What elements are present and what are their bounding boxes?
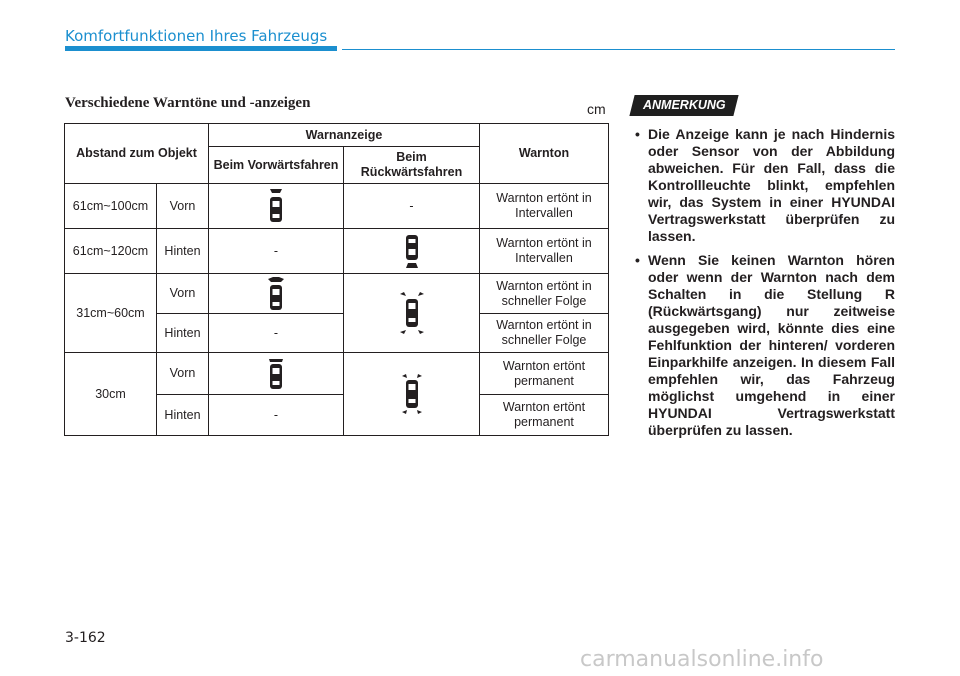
distance-cell: 61cm~100cm	[65, 184, 157, 229]
reverse-indicator-cell	[344, 353, 480, 436]
header-sound: Warnton	[480, 124, 609, 184]
table-row	[65, 184, 609, 229]
reverse-indicator-cell: -	[344, 184, 480, 229]
note-item: • Die Anzeige kann je nach Hindernis oder Sensor von der Abbildung abweichen. Für den Fall, dass die Kontrollleuchte blinkt, empfehlen wir, das System in einer HYUNDAI Vertragswerkstatt überprüfen zu lassen.	[632, 126, 895, 245]
note-label: ANMERKUNG	[629, 95, 738, 116]
reverse-indicator-cell	[344, 229, 480, 274]
sound-cell: Warnton ertönt permanent	[480, 353, 609, 395]
distance-cell: 30cm	[65, 353, 157, 436]
forward-indicator-cell	[209, 353, 344, 395]
note-item: • Wenn Sie keinen Warnton hören oder wenn der Warnton nach dem Schalten in die Stellung R (Rückwärtsgang) nur zeitweise ausgegeben wird, könnte dies eine Fehlfunktion der hinteren/ vorderen Einparkhilfe anzeigen. In diesem Fall empfehlen wir, das Fahrzeug möglichst umgehend in einer HYUNDAI Vertragswerkstatt überprüfen zu lassen.	[632, 252, 895, 439]
distance-cell: 61cm~120cm	[65, 229, 157, 274]
car-front-warning-icon	[266, 188, 286, 224]
warning-table	[64, 123, 609, 436]
position-cell: Hinten	[157, 395, 209, 436]
sound-cell: Warnton ertönt in Intervallen	[480, 229, 609, 274]
distance-cell: 31cm~60cm	[65, 274, 157, 353]
header-indicator: Warnanzeige	[209, 124, 480, 147]
position-cell: Hinten	[157, 229, 209, 274]
header-rule	[65, 46, 337, 51]
forward-indicator-cell	[209, 274, 344, 314]
forward-indicator-cell: -	[209, 395, 344, 436]
car-rear-warning-icon	[402, 233, 422, 269]
section-title: Verschiedene Warntöne und -anzeigen	[65, 95, 311, 111]
table-row	[65, 353, 609, 395]
reverse-indicator-cell	[344, 274, 480, 353]
note-list	[632, 126, 895, 446]
position-cell: Hinten	[157, 314, 209, 353]
table-row	[65, 274, 609, 314]
forward-indicator-cell: -	[209, 314, 344, 353]
header-forward: Beim Vorwärtsfahren	[209, 147, 344, 184]
header-distance: Abstand zum Objekt	[65, 124, 209, 184]
car-all-corners-icon	[397, 290, 427, 336]
sound-cell: Warnton ertönt in schneller Folge	[480, 274, 609, 314]
position-cell: Vorn	[157, 184, 209, 229]
unit-label: cm	[587, 101, 606, 117]
car-all-corners-very-close-icon	[397, 371, 427, 417]
forward-indicator-cell: -	[209, 229, 344, 274]
table-row	[65, 229, 609, 274]
watermark: carmanualsonline.info	[580, 647, 824, 672]
car-front-very-close-icon	[265, 357, 287, 391]
page-number: 3-162	[65, 630, 106, 646]
sound-cell: Warnton ertönt in Intervallen	[480, 184, 609, 229]
position-cell: Vorn	[157, 353, 209, 395]
position-cell: Vorn	[157, 274, 209, 314]
chapter-title: Komfortfunktionen Ihres Fahrzeugs	[65, 27, 328, 45]
sound-cell: Warnton ertönt in schneller Folge	[480, 314, 609, 353]
header-reverse: Beim Rückwärtsfahren	[344, 147, 480, 184]
car-front-close-icon	[265, 276, 287, 312]
forward-indicator-cell	[209, 184, 344, 229]
header-rule-thin	[342, 49, 895, 50]
sound-cell: Warnton ertönt permanent	[480, 395, 609, 436]
